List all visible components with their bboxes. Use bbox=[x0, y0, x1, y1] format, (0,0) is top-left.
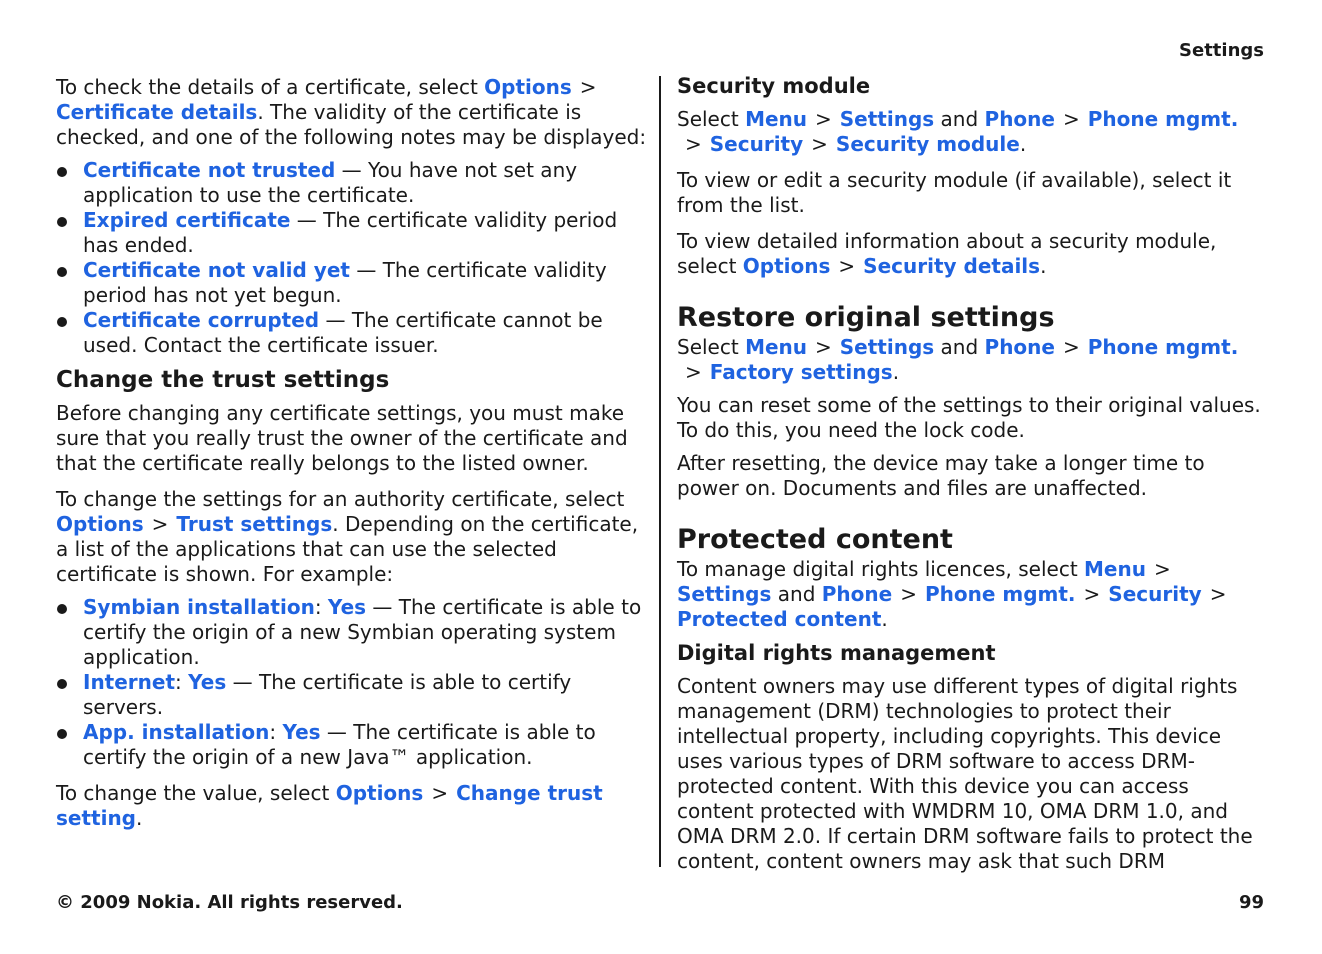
trust-text: To change the settings for an authority certificate, select bbox=[56, 487, 625, 511]
example-description: — The certificate is able to certify the origin of a new Java™ application. bbox=[83, 720, 596, 769]
change-value-paragraph bbox=[56, 781, 648, 831]
path-separator: > bbox=[900, 582, 917, 606]
path-separator: > bbox=[151, 512, 169, 536]
security-link[interactable]: Security bbox=[709, 132, 804, 156]
phone-link[interactable]: Phone bbox=[984, 107, 1055, 131]
path-separator: > bbox=[838, 254, 856, 278]
options-link[interactable]: Options bbox=[742, 254, 831, 278]
phone-mgmt-link[interactable]: Phone mgmt. bbox=[924, 582, 1076, 606]
settings-link[interactable]: Settings bbox=[839, 335, 935, 359]
column-divider bbox=[659, 76, 661, 867]
phone-mgmt-link[interactable]: Phone mgmt. bbox=[1087, 335, 1239, 359]
left-column bbox=[56, 75, 648, 831]
menu-link[interactable]: Menu bbox=[745, 335, 808, 359]
certificate-details-link[interactable]: Certificate details bbox=[56, 100, 258, 124]
note-term[interactable]: Expired certificate bbox=[83, 208, 291, 232]
trust-examples-list bbox=[56, 595, 648, 770]
security-view-paragraph: To view or edit a security module (if available), select it from the list. bbox=[677, 168, 1232, 217]
app-term[interactable]: Symbian installation bbox=[83, 595, 315, 619]
period: . bbox=[892, 360, 900, 384]
drm-heading: Digital rights management bbox=[677, 641, 996, 665]
yes-value[interactable]: Yes bbox=[188, 670, 227, 694]
list-item bbox=[56, 208, 648, 258]
note-description: — The certificate validity period has ended. bbox=[83, 208, 618, 257]
path-separator: > bbox=[1209, 582, 1227, 606]
protected-content-heading: Protected content bbox=[677, 524, 953, 555]
certificate-notes-list bbox=[56, 158, 648, 358]
phone-mgmt-link[interactable]: Phone mgmt. bbox=[1087, 107, 1239, 131]
path-separator: > bbox=[815, 107, 832, 131]
change-text-end: . bbox=[136, 806, 143, 830]
security-module-link[interactable]: Security module bbox=[835, 132, 1020, 156]
right-column bbox=[677, 73, 1269, 874]
path-separator: > bbox=[811, 132, 828, 156]
change-text: To change the value, select bbox=[56, 781, 336, 805]
protected-content-link[interactable]: Protected content bbox=[677, 607, 882, 631]
certificate-intro-paragraph bbox=[56, 75, 648, 150]
yes-value[interactable]: Yes bbox=[327, 595, 367, 619]
protected-content-path bbox=[677, 557, 1269, 632]
change-trust-setting-link[interactable]: Change trust setting bbox=[56, 781, 603, 830]
menu-link[interactable]: Menu bbox=[1084, 557, 1146, 581]
period: . bbox=[881, 607, 888, 631]
restore-after-paragraph: After resetting, the device may take a longer time to power on. Documents and files are unaffected. bbox=[677, 451, 1205, 500]
select-text: Select bbox=[677, 335, 746, 359]
path-separator: > bbox=[1062, 335, 1080, 359]
restore-settings-heading: Restore original settings bbox=[677, 302, 1055, 333]
factory-settings-link[interactable]: Factory settings bbox=[709, 360, 893, 384]
security-module-heading: Security module bbox=[677, 74, 871, 98]
note-description: — The certificate cannot be used. Contact the certificate issuer. bbox=[83, 308, 603, 357]
list-item bbox=[56, 308, 648, 358]
menu-link[interactable]: Menu bbox=[745, 107, 808, 131]
copyright-notice: © 2009 Nokia. All rights reserved. bbox=[56, 892, 403, 913]
period: . bbox=[1040, 254, 1047, 278]
security-link[interactable]: Security bbox=[1108, 582, 1202, 606]
list-item bbox=[56, 670, 648, 720]
options-link[interactable]: Options bbox=[335, 781, 424, 805]
path-separator: > bbox=[1083, 582, 1101, 606]
security-details-link[interactable]: Security details bbox=[863, 254, 1041, 278]
intro-text: To check the details of a certificate, select bbox=[56, 75, 485, 99]
path-separator: > bbox=[1153, 557, 1171, 581]
path-separator: > bbox=[1062, 107, 1080, 131]
options-link[interactable]: Options bbox=[484, 75, 572, 99]
example-description: — The certificate is able to certify the origin of a new Symbian operating system application. bbox=[83, 595, 642, 669]
list-item bbox=[56, 595, 648, 670]
select-text: Select bbox=[677, 107, 746, 131]
trust-settings-link[interactable]: Trust settings bbox=[176, 512, 333, 536]
trust-settings-heading: Change the trust settings bbox=[56, 367, 390, 393]
running-head: Settings bbox=[1179, 40, 1264, 61]
note-description: — You have not set any application to use the certificate. bbox=[83, 158, 578, 207]
period: . bbox=[1019, 132, 1027, 156]
example-description: — The certificate is able to certify servers. bbox=[83, 670, 572, 719]
trust-text-end: . Depending on the certificate, a list of the applications that can use the selected certificate is shown. For example: bbox=[56, 512, 639, 586]
drm-paragraph: Content owners may use different types of digital rights management (DRM) technologies to protect their intellectual property, including copyrights. This device uses various types of DRM software to access DRM-protected content. With this device you can access content protected with WMDRM 10, OMA DRM 1.0, and OMA DRM 2.0. If certain DRM software fails to protect the content, content owners may ask that such DRM bbox=[677, 674, 1253, 873]
path-separator: > bbox=[579, 75, 597, 99]
trust-settings-paragraph bbox=[56, 487, 648, 587]
colon: : bbox=[314, 595, 322, 619]
phone-link[interactable]: Phone bbox=[821, 582, 893, 606]
note-term[interactable]: Certificate not valid yet bbox=[83, 258, 350, 282]
list-item bbox=[56, 720, 648, 770]
and-text: and bbox=[934, 107, 985, 131]
yes-value[interactable]: Yes bbox=[282, 720, 321, 744]
note-term[interactable]: Certificate corrupted bbox=[83, 308, 320, 332]
options-link[interactable]: Options bbox=[56, 512, 144, 536]
list-item bbox=[56, 158, 648, 208]
page-number: 99 bbox=[1238, 892, 1264, 913]
security-module-path bbox=[677, 107, 1269, 157]
manage-text: To manage digital rights licences, select bbox=[677, 557, 1085, 581]
restore-path bbox=[677, 335, 1269, 385]
app-term[interactable]: App. installation bbox=[83, 720, 270, 744]
details-text: To view detailed information about a security module, select bbox=[677, 229, 1217, 278]
intro-text-end: . The validity of the certificate is checked, and one of the following notes may be displayed: bbox=[56, 100, 647, 149]
settings-link[interactable]: Settings bbox=[839, 107, 935, 131]
settings-link[interactable]: Settings bbox=[677, 582, 772, 606]
path-separator: > bbox=[685, 132, 702, 156]
security-details-paragraph bbox=[677, 229, 1269, 279]
and-text: and bbox=[777, 582, 822, 606]
path-separator: > bbox=[685, 360, 702, 384]
colon: : bbox=[269, 720, 277, 744]
restore-info-paragraph: You can reset some of the settings to their original values. To do this, you need the lock code. bbox=[677, 393, 1261, 442]
trust-warning-paragraph: Before changing any certificate settings, you must make sure that you really trust the owner of the certificate and that the certificate really belongs to the listed owner. bbox=[56, 401, 628, 475]
phone-link[interactable]: Phone bbox=[984, 335, 1055, 359]
colon: : bbox=[175, 670, 182, 694]
note-term[interactable]: Certificate not trusted bbox=[83, 158, 336, 182]
app-term[interactable]: Internet bbox=[83, 670, 176, 694]
path-separator: > bbox=[815, 335, 832, 359]
note-description: — The certificate validity period has not yet begun. bbox=[83, 258, 607, 307]
list-item bbox=[56, 258, 648, 308]
and-text: and bbox=[934, 335, 985, 359]
path-separator: > bbox=[431, 781, 449, 805]
